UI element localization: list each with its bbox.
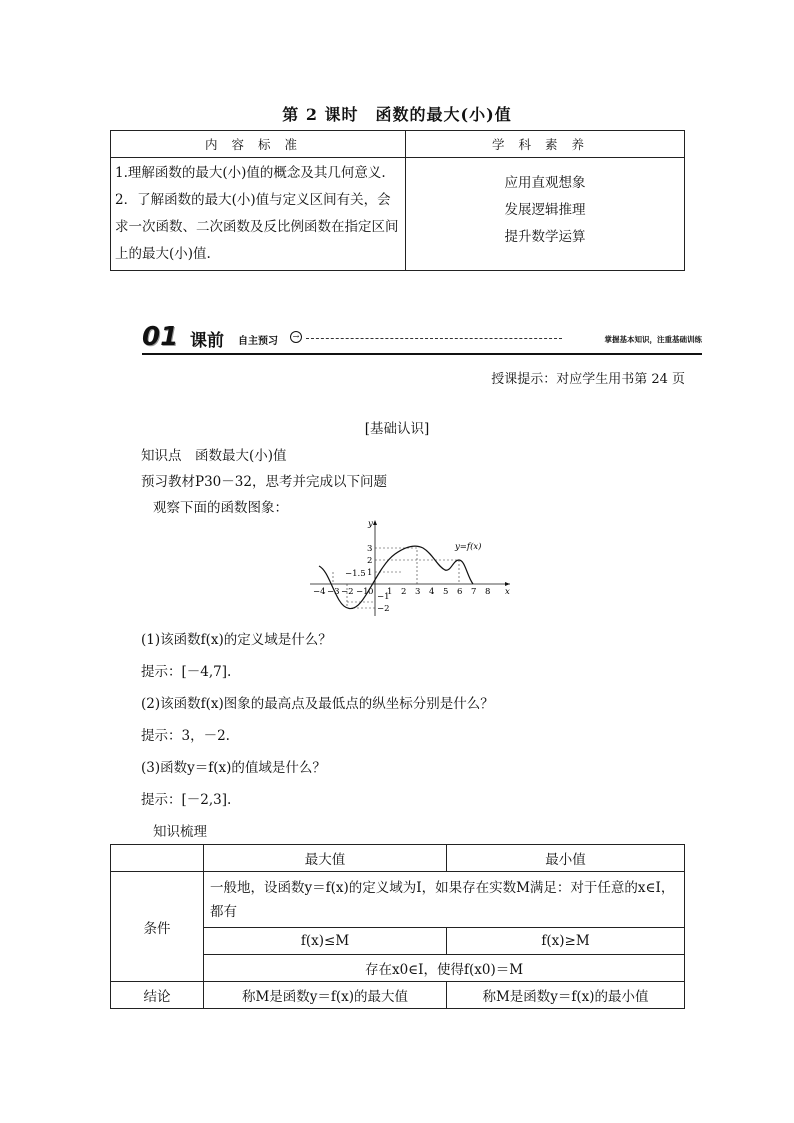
min-conclusion: 称M是函数y＝f(x)的最小值 — [447, 982, 685, 1009]
question-1: (1)该函数f(x)的定义域是什么？ — [141, 632, 332, 648]
x-tick: 8 — [485, 587, 491, 597]
knowledge-table — [110, 844, 685, 1009]
y-tick: −2 — [377, 604, 390, 614]
x-tick: −4 — [313, 587, 326, 597]
row-conclusion-label: 结论 — [111, 982, 204, 1009]
banner-slogan: 掌握基本知识，注重基础训练 — [604, 335, 702, 344]
x-tick: 1 — [387, 587, 393, 597]
annotation: −1.5 — [345, 569, 366, 579]
min-inequality: f(x)≥M — [447, 928, 685, 955]
exists-condition: 存在x0∈I，使得f(x0)＝M — [204, 955, 685, 982]
col-max-header: 最大值 — [204, 845, 447, 872]
x-tick: 7 — [471, 587, 477, 597]
answer-2: 提示：3，－2. — [141, 728, 230, 744]
x-tick: −2 — [341, 587, 354, 597]
section-title: [基础认识] — [364, 421, 430, 437]
row-condition-label: 条件 — [111, 872, 204, 982]
condition-text: 一般地，设函数y＝f(x)的定义域为I，如果存在实数M满足：对于任意的x∈I，都有 — [204, 872, 685, 928]
question-2: (2)该函数f(x)图象的最高点及最低点的纵坐标分别是什么？ — [141, 696, 494, 712]
teaching-tip: 授课提示：对应学生用书第 24 页 — [491, 372, 685, 387]
x-tick: 6 — [457, 587, 463, 597]
y-tick: 2 — [367, 556, 373, 566]
knowledge-sort-title: 知识梳理 — [153, 824, 207, 840]
standards-table — [110, 130, 685, 271]
y-axis-label: y — [368, 519, 373, 529]
observe-text: 观察下面的函数图象： — [153, 500, 288, 516]
dashed-divider — [306, 338, 562, 339]
x-tick: 2 — [401, 587, 407, 597]
banner-label: 课前 — [190, 331, 224, 351]
function-label: y=f(x) — [455, 542, 482, 552]
x-tick: 3 — [415, 587, 421, 597]
x-ticks — [313, 587, 490, 597]
corner-cell — [111, 845, 204, 872]
max-conclusion: 称M是函数y＝f(x)的最大值 — [204, 982, 447, 1009]
header-subject-literacy: 学科素养 — [406, 131, 685, 158]
x-tick: −3 — [327, 587, 340, 597]
literacy-item: 应用直观想象 — [504, 175, 586, 191]
literacy-item: 发展逻辑推理 — [504, 202, 586, 218]
y-axis-arrow-icon — [373, 520, 377, 525]
literacy-item: 提升数学运算 — [504, 229, 586, 245]
answer-3: 提示：[－2,3]. — [141, 792, 232, 808]
function-curve — [319, 546, 473, 608]
banner-number: 01 — [142, 322, 179, 352]
max-inequality: f(x)≤M — [204, 928, 447, 955]
banner-rule — [142, 353, 702, 355]
x-tick: 5 — [443, 587, 449, 597]
y-tick: −1 — [377, 592, 390, 602]
x-axis-label: x — [505, 587, 510, 597]
knowledge-point: 知识点 函数最大(小)值 — [141, 448, 287, 464]
literacy-list — [406, 158, 685, 271]
standards-text: 1.理解函数的最大(小)值的概念及其几何意义. 2．了解函数的最大(小)值与定义区间有关，会求一次函数、二次函数及反比例函数在指定区间上的最大(小)值. — [111, 158, 406, 271]
preview-instruction: 预习教材P30－32，思考并完成以下问题 — [141, 474, 387, 490]
x-tick: 0 — [368, 587, 374, 597]
x-axis-arrow-icon — [505, 582, 510, 586]
x-tick: −1 — [356, 587, 369, 597]
answer-1: 提示：[－4,7]. — [141, 664, 232, 680]
page-title: 第 2 课时 函数的最大(小)值 — [282, 105, 512, 124]
col-min-header: 最小值 — [447, 845, 685, 872]
x-tick: 4 — [429, 587, 435, 597]
y-tick: 3 — [367, 544, 373, 554]
y-tick: 1 — [367, 568, 373, 578]
arrow-circle-icon: → — [290, 331, 302, 343]
header-content-standards: 内容标准 — [111, 131, 406, 158]
question-3: (3)函数y＝f(x)的值域是什么？ — [141, 760, 326, 776]
function-graph — [305, 516, 515, 621]
banner-sub: 自主预习 — [238, 336, 278, 347]
section-banner — [142, 322, 702, 354]
